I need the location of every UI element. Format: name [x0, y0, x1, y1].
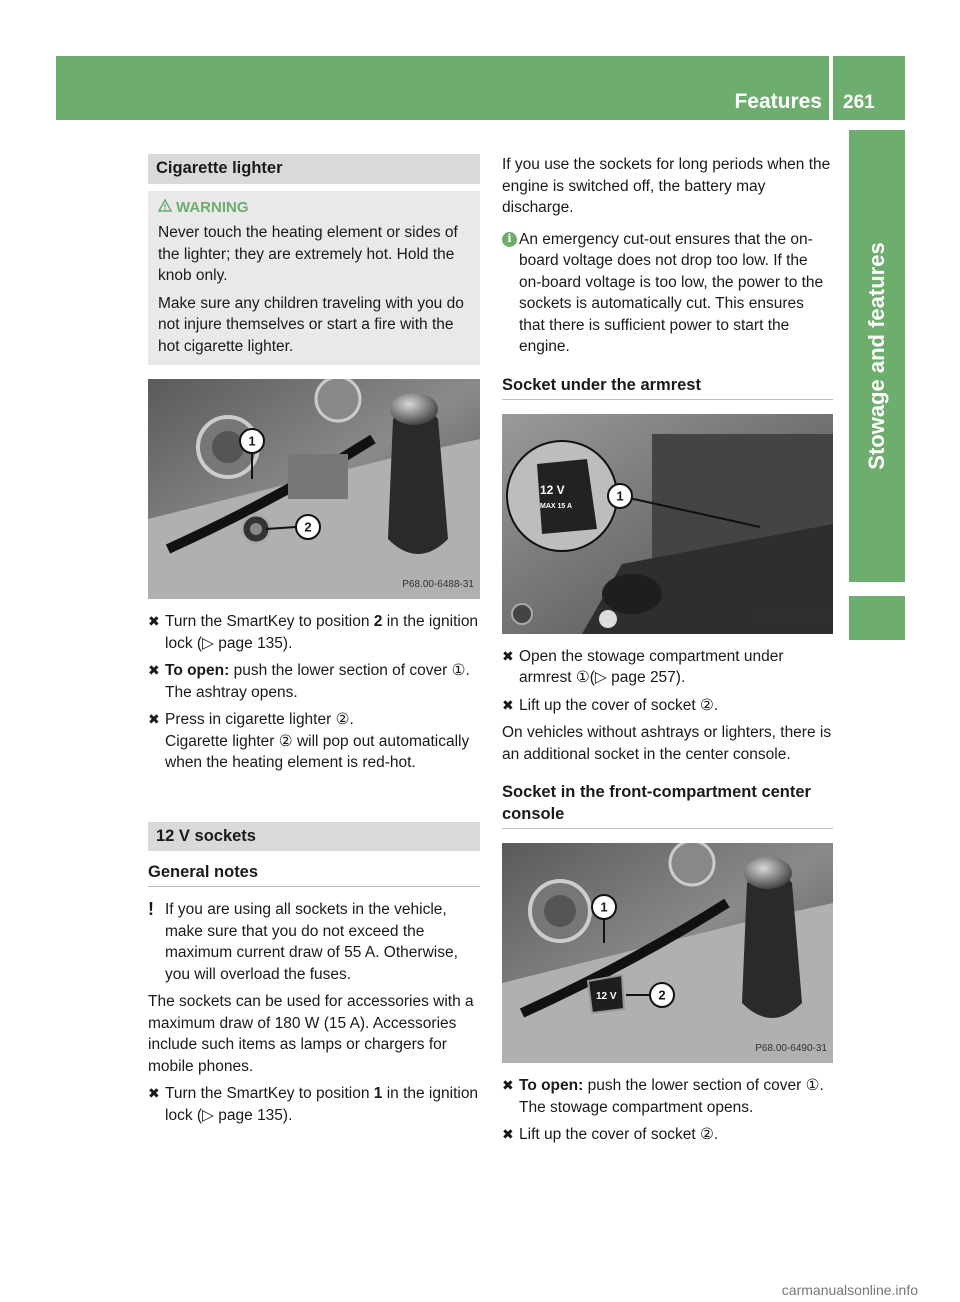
callout-ref-2: ② — [699, 1126, 714, 1143]
step-lift-cover: ✖ Lift up the cover of socket ②. — [502, 695, 833, 717]
callout-1: 1 — [248, 433, 256, 449]
left-column — [148, 154, 480, 1132]
photo-front-console-socket — [502, 843, 833, 1063]
callout-ref-1: ① — [451, 662, 466, 679]
warning-text-2: Make sure any children traveling with you do not injure themselves or start a fire with the hot cigarette lighter. — [158, 294, 464, 355]
callout-ref-2: ② — [278, 732, 293, 750]
page-number: 261 — [843, 92, 875, 113]
front-console-illustration — [502, 843, 833, 1063]
step-to-open: ✖ To open: push the lower section of cover ①. The ashtray opens. — [148, 662, 470, 701]
page-ref-icon: ▷ — [202, 634, 214, 652]
step-result: The stowage compartment opens. — [519, 1098, 754, 1116]
step-arrow-icon: ✖ — [148, 1085, 160, 1101]
callout-ref-1: ① — [805, 1077, 820, 1094]
warning-text-1: Never touch the heating element or sides of the lighter; they are extremely hot. Hold the knob only. — [158, 224, 458, 284]
step-arrow-icon: ✖ — [502, 1126, 514, 1142]
footer-watermark: carmanualsonline.info — [781, 1282, 918, 1298]
page-ref-icon: ▷ — [202, 1106, 214, 1124]
callout-ref-2: ② — [699, 696, 714, 714]
step-turn-smartkey: ✖ Turn the SmartKey to position 2 in the ignition lock (▷ page 135). — [148, 613, 479, 652]
sockets-title: 12 V sockets — [148, 822, 480, 852]
step-arrow-icon: ✖ — [502, 696, 514, 713]
front-console-heading: Socket in the front-compartment center console — [502, 781, 833, 829]
step-arrow-icon: ✖ — [502, 647, 514, 664]
body-paragraph: The sockets can be used for accessories with a maximum draw of 180 W (15 A). Accessories include such items as lamps or chargers for mobile phones. — [148, 993, 474, 1075]
caution-icon: ! — [148, 899, 154, 919]
photo-code: P68.00-6490-31 — [755, 1042, 827, 1054]
armrest-heading: Socket under the armrest — [502, 374, 833, 400]
step-arrow-icon: ✖ — [148, 711, 160, 727]
side-tab — [849, 130, 905, 582]
step-result: The ashtray opens. — [165, 683, 298, 701]
warning-box — [148, 191, 480, 366]
callout-1: 1 — [600, 899, 608, 915]
right-column — [502, 154, 833, 1152]
socket-label-12v: 12 V — [540, 482, 565, 497]
step-open-compartment: ✖ Open the stowage compartment under armrest ①(▷ page 257). — [502, 646, 833, 689]
step-arrow-icon: ✖ — [502, 1077, 514, 1093]
warning-triangle-icon — [158, 197, 176, 219]
info-icon: i — [502, 232, 517, 247]
step-arrow-icon: ✖ — [148, 613, 160, 629]
center-console-illustration — [148, 379, 480, 599]
section-title: Features — [734, 90, 822, 113]
header-separator — [829, 56, 833, 120]
intro-paragraph: If you use the sockets for long periods when the engine is switched off, the battery may discharge. — [502, 156, 831, 216]
step-arrow-icon: ✖ — [148, 662, 160, 678]
side-tab-label: Stowage and features — [864, 242, 889, 470]
warning-header — [158, 197, 470, 219]
callout-ref-1: ① — [575, 669, 590, 686]
step-lift-cover-front: ✖ Lift up the cover of socket ②. — [502, 1124, 833, 1146]
photo-armrest-socket — [502, 414, 833, 634]
callout-ref-2: ② — [335, 711, 350, 728]
socket-label-max: MAX 15 A — [540, 502, 573, 510]
step-to-open-front: ✖ To open: push the lower section of cover ①. The stowage compartment opens. — [502, 1077, 824, 1116]
callout-2: 2 — [658, 987, 666, 1003]
page-ref-icon: ▷ — [594, 669, 607, 686]
warning-label: WARNING — [176, 198, 249, 216]
caution-note: ! If you are using all sockets in the vehicle, make sure that you do not exceed the maximum current draw of 55 A. Otherwise, you will overload the fuses. — [148, 899, 458, 983]
photo-cigarette-lighter — [148, 379, 480, 599]
info-note: i An emergency cut-out ensures that the on-board voltage does not drop too low. If the on-board voltage is too low, the power to the sockets is automatically cut. This ensures that there is sufficient power to start the engine. — [502, 229, 833, 358]
photo-code: P68.00-6489-31 — [755, 613, 827, 624]
step-press-lighter: ✖ Press in cigarette lighter ②. Cigarette lighter ② will pop out automatically when the heating element is red-hot. — [148, 711, 470, 771]
socket-label-12v: 12 V — [596, 991, 617, 1002]
cigarette-lighter-title: Cigarette lighter — [148, 154, 480, 184]
callout-1: 1 — [616, 487, 624, 503]
step-turn-smartkey-1: ✖ Turn the SmartKey to position 1 in the ignition lock (▷ page 135). — [148, 1085, 479, 1124]
photo-code: P68.00-6488-31 — [402, 578, 474, 590]
armrest-illustration — [502, 414, 833, 634]
ashtray-paragraph: On vehicles without ashtrays or lighters, there is an additional socket in the center console. — [502, 724, 832, 763]
side-block — [849, 596, 905, 640]
general-notes-heading: General notes — [148, 861, 480, 887]
callout-2: 2 — [304, 519, 312, 535]
